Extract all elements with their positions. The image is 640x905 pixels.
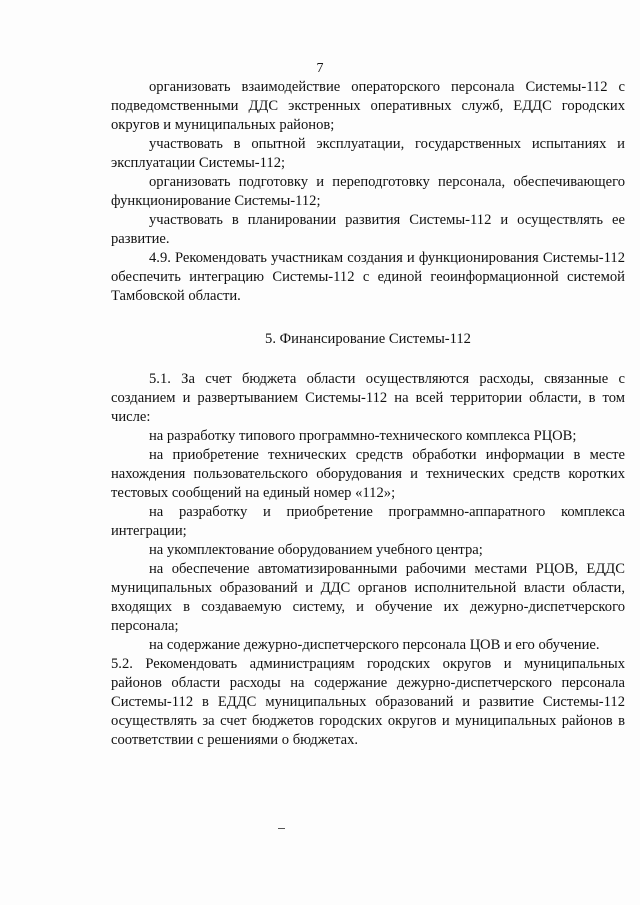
section-heading: 5. Финансирование Системы-112 [265, 331, 471, 347]
paragraph: организовать подготовку и переподготовку персонала, обеспечивающего функционирование Системы-112; [111, 174, 625, 209]
scan-mark [278, 828, 285, 829]
paragraph: на разработку типового программно-технического комплекса РЦОВ; [149, 428, 577, 444]
paragraph: на приобретение технических средств обработки информации в месте нахождения пользовательского оборудования и технических средств коротких тестовых сообщений на единый номер «112»; [111, 447, 625, 501]
page-number: 7 [316, 61, 324, 76]
paragraph: на разработку и приобретение программно-аппаратного комплекса интеграции; [111, 504, 625, 539]
paragraph: 5.2. Рекомендовать администрациям городских округов и муниципальных районов области расходы на содержание дежурно-диспетчерского персонала Системы-112 в ЕДДС муниципальных образований и развитие Системы-112 осуществлять за счет бюджетов городских округов и муниципальных районов в соответствии с решениями о бюджетах. [111, 656, 625, 748]
paragraph: 4.9. Рекомендовать участникам создания и функционирования Системы-112 обеспечить интеграцию Системы-112 с единой геоинформационной системой Тамбовской области. [111, 250, 625, 304]
paragraph: 5.1. За счет бюджета области осуществляются расходы, связанные с созданием и развертыванием Системы-112 на всей территории области, в том числе: [111, 371, 625, 425]
paragraph: на содержание дежурно-диспетчерского персонала ЦОВ и его обучение. [149, 637, 600, 653]
paragraph: участвовать в планировании развития Системы-112 и осуществлять ее развитие. [111, 212, 625, 247]
paragraph: на обеспечение автоматизированными рабочими местами РЦОВ, ЕДДС муниципальных образований и ДДС органов исполнительной власти области, входящих в создаваемую систему, и обучение их дежурно-диспетчерского персонала; [111, 561, 625, 634]
paragraph: на укомплектование оборудованием учебного центра; [149, 542, 483, 558]
document-body [111, 78, 625, 750]
paragraph: организовать взаимодействие операторского персонала Системы-112 с подведомственными ДДС экстренных оперативных служб, ЕДДС городских округов и муниципальных районов; [111, 79, 625, 133]
paragraph: участвовать в опытной эксплуатации, государственных испытаниях и эксплуатации Системы-112; [111, 136, 625, 171]
